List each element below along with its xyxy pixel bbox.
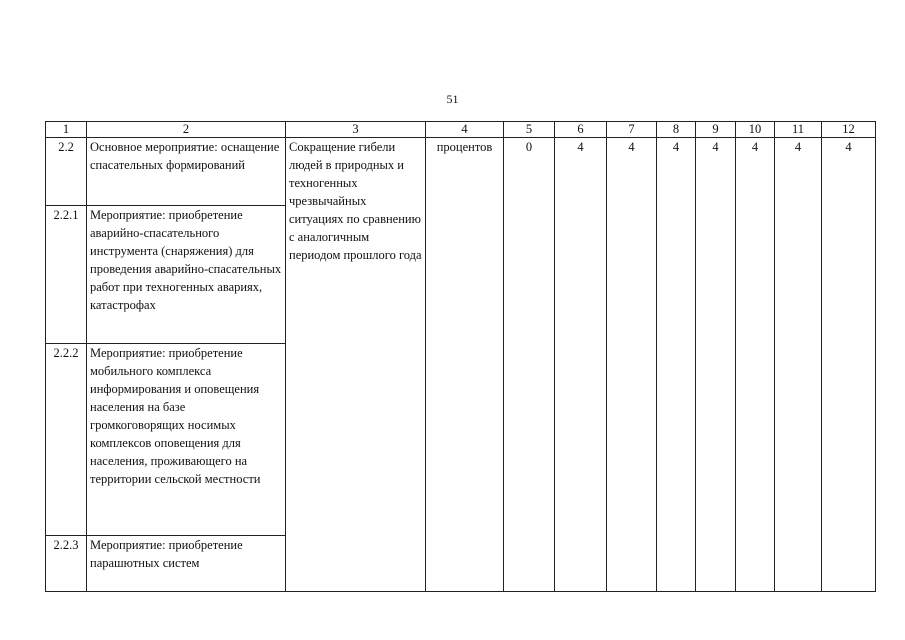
row-number: 2.2.1 (46, 206, 87, 344)
indicator-value: 4 (696, 138, 736, 592)
indicator-value: 4 (657, 138, 696, 592)
table-row (46, 138, 876, 206)
column-header: 7 (607, 122, 657, 138)
measure-name: Мероприятие: приобретение аварийно-спасательного инструмента (снаряжения) для проведения аварийно-спасательных работ при техногенных авариях, катастрофах (87, 206, 286, 344)
indicator-value: 4 (775, 138, 822, 592)
row-number: 2.2.3 (46, 536, 87, 592)
column-header: 10 (736, 122, 775, 138)
column-header: 3 (286, 122, 426, 138)
measure-name: Основное мероприятие: оснащение спасательных формирований (87, 138, 286, 206)
measure-name: Мероприятие: приобретение мобильного комплекса информирования и оповещения населения на базе громкоговорящих носимых комплексов оповещения для населения, проживающего на территории сельской местности (87, 344, 286, 536)
indicator-value: 4 (736, 138, 775, 592)
row-number: 2.2 (46, 138, 87, 206)
indicator-value: 0 (504, 138, 555, 592)
indicator-unit: процентов (426, 138, 504, 592)
measures-table (45, 121, 876, 592)
row-number: 2.2.2 (46, 344, 87, 536)
column-number-row (46, 122, 876, 138)
indicator-value: 4 (555, 138, 607, 592)
indicator-value: 4 (607, 138, 657, 592)
column-header: 8 (657, 122, 696, 138)
column-header: 12 (822, 122, 876, 138)
column-header: 1 (46, 122, 87, 138)
measure-name: Мероприятие: приобретение парашютных систем (87, 536, 286, 592)
column-header: 2 (87, 122, 286, 138)
indicator-name: Сокращение гибели людей в природных и техногенных чрезвычайных ситуациях по сравнению с аналогичным периодом прошлого года (286, 138, 426, 592)
column-header: 9 (696, 122, 736, 138)
column-header: 5 (504, 122, 555, 138)
column-header: 11 (775, 122, 822, 138)
column-header: 6 (555, 122, 607, 138)
column-header: 4 (426, 122, 504, 138)
indicator-value: 4 (822, 138, 876, 592)
page-number: 51 (446, 92, 459, 106)
